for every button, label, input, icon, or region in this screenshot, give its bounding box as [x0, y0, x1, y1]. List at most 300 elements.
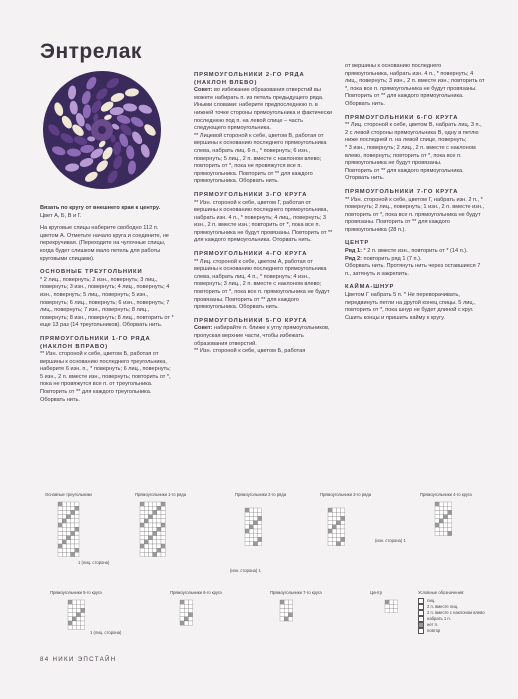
- chart-cell: [188, 617, 192, 621]
- chart-cell: [328, 533, 332, 537]
- chart-cell: [253, 533, 257, 537]
- chart-cell: [249, 512, 253, 516]
- chart-cell: [153, 523, 157, 527]
- chart-cell: [161, 506, 165, 510]
- chart-cell: [153, 548, 157, 552]
- chart-cell: [184, 600, 188, 604]
- chart-cell: [68, 604, 72, 608]
- chart-cell: [140, 527, 144, 531]
- chart-cell: [81, 625, 85, 629]
- chart-cell: [448, 506, 452, 510]
- chart-cell: [439, 510, 443, 514]
- chart-cell: [328, 508, 332, 512]
- chart-cell: [288, 608, 292, 612]
- chart-cell: [341, 542, 345, 546]
- chart-cell: [258, 533, 262, 537]
- chart-cell: [148, 515, 152, 519]
- chart-cell: [180, 617, 184, 621]
- legend-label: повтор: [427, 628, 441, 634]
- chart-cell: [332, 529, 336, 533]
- chart-cell: [72, 608, 76, 612]
- legend-title: Условные обозначения:: [418, 590, 465, 595]
- chart-cell: [161, 531, 165, 535]
- cord-text: Цветом Г набрать 5 п. * Не переворачивать, передвинуть петли на другой конец спицы. 5 лиц., повторить от *, пока шнур не будет длиной с круг. Сшить концы и пришить кайму к кругу.: [345, 292, 476, 321]
- chart-cell: [76, 621, 80, 625]
- chart-cell: [341, 533, 345, 537]
- chart-cell: [75, 502, 79, 506]
- chart-cell: [249, 525, 253, 529]
- chart-cell: [253, 537, 257, 541]
- center-row-1: Ряд 1: * 2 п. вместе изн., повторить от * (14 п.).: [345, 248, 468, 255]
- chart-cell: [328, 537, 332, 541]
- chart-cell: [332, 512, 336, 516]
- chart-cell: [58, 523, 62, 527]
- round-5-cont: от вершины к основанию последнего прямоугольника, набрать изн. 4 п., * повернуть; 4 лиц., повернуть; 3 изн., 2 п. вместе изн.; повторить от *, пока все п. прямоугольника не будут провязаны. Повторить от ** для каждого прямоугольника. Оборвать нить.: [345, 63, 485, 107]
- chart-cell: [253, 521, 257, 525]
- chart-cell: [389, 600, 393, 604]
- chart-cell: [336, 516, 340, 520]
- chart-cell: [140, 523, 144, 527]
- chart-cell: [249, 533, 253, 537]
- chart-cell: [336, 529, 340, 533]
- heading-round-7: ПРЯМОУГОЛЬНИКИ 7-ГО КРУГА: [345, 188, 459, 195]
- chart-cell: [144, 552, 148, 556]
- chart-note-3: (изн. сторона) 1: [375, 538, 406, 543]
- column-3: [345, 63, 485, 322]
- rect-1-text: ** Изн. стороной к себе, цветом Б, работая от вершины к основанию последнего треугольника, наберите 6 изн. п., * повернуть; 6 лиц., повернуть; 5 изн., 2 п. вместе изн., повернуть; повторить от *, пока не провяжутся все п. от треугольника. Повторить от ** для каждого треугольника. Оборвать нить.: [40, 351, 171, 403]
- chart-cell: [148, 506, 152, 510]
- chart-cell: [435, 527, 439, 531]
- chart-cell: [58, 552, 62, 556]
- chart-title-round-7: Прямоугольники 7-го круга: [270, 590, 322, 595]
- chart-cell: [439, 502, 443, 506]
- chart-cell: [144, 536, 148, 540]
- chart-cell: [140, 519, 144, 523]
- chart-cell: [68, 608, 72, 612]
- chart-cell: [249, 508, 253, 512]
- chart-cell: [75, 527, 79, 531]
- chart-cell: [161, 515, 165, 519]
- chart-cell: [71, 523, 75, 527]
- chart-cell: [66, 527, 70, 531]
- chart-cell: [184, 613, 188, 617]
- chart-cell: [336, 537, 340, 541]
- chart-cell: [66, 540, 70, 544]
- chart-cell: [161, 519, 165, 523]
- chart-cell: [62, 531, 66, 535]
- chart-cell: [161, 540, 165, 544]
- chart-cell: [448, 523, 452, 527]
- chart-cell: [188, 621, 192, 625]
- chart-cell: [332, 525, 336, 529]
- chart-cell: [144, 502, 148, 506]
- chart-cell: [62, 544, 66, 548]
- chart-cell: [448, 502, 452, 506]
- round-3-text: ** Изн. стороной к себе, цветом Г, работая от вершины к основанию последнего прямоугольника, набрать изн. 4 п., * повернуть; 4 лиц., повернуть; 3 изн., 2 п. вместе изн.; повторить от *, пока все п. прямоугольника не будут провязаны. Повторить от ** для каждого прямоугольника. Оторвать нить.: [194, 199, 333, 244]
- chart-cell: [75, 544, 79, 548]
- chart-cell: [157, 519, 161, 523]
- round-5-text: ** Изн. стороной к себе, цветом Б, работая: [194, 348, 306, 355]
- chart-cell: [66, 506, 70, 510]
- chart-cell: [284, 600, 288, 604]
- chart-cell: [258, 521, 262, 525]
- chart-cell: [62, 552, 66, 556]
- legend-label: 2 п. вместе лиц.: [427, 604, 459, 610]
- chart-cell: [280, 608, 284, 612]
- chart-cell: [188, 600, 192, 604]
- chart-cell: [184, 604, 188, 608]
- chart-cell: [148, 536, 152, 540]
- chart-cell: [188, 613, 192, 617]
- chart-cell: [188, 608, 192, 612]
- chart-cell: [253, 508, 257, 512]
- chart-cell: [157, 544, 161, 548]
- chart-cell: [58, 536, 62, 540]
- chart-cell: [144, 531, 148, 535]
- chart-cell: [249, 542, 253, 546]
- chart-cell: [76, 613, 80, 617]
- chart-cell: [148, 548, 152, 552]
- chart-cell: [71, 502, 75, 506]
- chart-cell: [66, 548, 70, 552]
- chart-cell: [148, 531, 152, 535]
- chart-cell: [148, 544, 152, 548]
- chart-cell: [157, 531, 161, 535]
- chart-cell: [448, 527, 452, 531]
- chart-cell: [336, 533, 340, 537]
- chart-cell: [161, 544, 165, 548]
- chart-title-rect-2: Прямоугольники 2-го ряда: [235, 492, 287, 497]
- chart-cell: [336, 542, 340, 546]
- chart-cell: [76, 617, 80, 621]
- chart-cell: [75, 531, 79, 535]
- center-row-2: Ряд 2: повторить ряд 1 (7 п.).: [345, 255, 422, 262]
- chart-cell: [258, 508, 262, 512]
- chart-cell: [140, 515, 144, 519]
- chart-cell: [284, 613, 288, 617]
- chart-cell: [288, 600, 292, 604]
- chart-cell: [81, 613, 85, 617]
- chart-cell: [180, 604, 184, 608]
- chart-cell: [140, 510, 144, 514]
- chart-cell: [245, 516, 249, 520]
- chart-cell: [157, 552, 161, 556]
- chart-cell: [161, 523, 165, 527]
- chart-cell: [58, 540, 62, 544]
- chart-cell: [280, 604, 284, 608]
- legend-label: нет п.: [427, 622, 439, 628]
- entrelac-circle-photo: [42, 70, 162, 190]
- chart-cell: [389, 604, 393, 608]
- heading-triangles: ОСНОВНЫЕ ТРЕУГОЛЬНИКИ: [40, 269, 143, 276]
- chart-cell: [443, 506, 447, 510]
- chart-cell: [443, 527, 447, 531]
- chart-cell: [66, 552, 70, 556]
- chart-cell: [439, 519, 443, 523]
- heading-round-5: ПРЯМОУГОЛЬНИКИ 5-ГО КРУГА: [194, 317, 308, 324]
- chart-cell: [245, 521, 249, 525]
- chart-cell: [62, 523, 66, 527]
- chart-cell: [245, 529, 249, 533]
- chart-cell: [148, 519, 152, 523]
- chart-cell: [435, 515, 439, 519]
- chart-note-2: (изн. сторона) 1: [230, 568, 261, 573]
- chart-cell: [75, 548, 79, 552]
- chart-cell: [153, 544, 157, 548]
- chart-cell: [393, 604, 397, 608]
- chart-cell: [144, 523, 148, 527]
- chart-cell: [245, 508, 249, 512]
- chart-cell: [140, 544, 144, 548]
- chart-cell: [140, 552, 144, 556]
- chart-cell: [249, 521, 253, 525]
- chart-cell: [58, 510, 62, 514]
- chart-cell: [153, 502, 157, 506]
- chart-cell: [435, 510, 439, 514]
- chart-cell: [75, 506, 79, 510]
- chart-cell: [443, 523, 447, 527]
- chart-title-triangles: Основные треугольники: [45, 492, 92, 497]
- chart-cell: [62, 506, 66, 510]
- chart-cell: [153, 510, 157, 514]
- chart-cell: [148, 552, 152, 556]
- chart-cell: [188, 604, 192, 608]
- chart-cell: [62, 527, 66, 531]
- chart-cell: [157, 502, 161, 506]
- chart-title-center: Центр: [370, 590, 382, 595]
- chart-cell: [385, 604, 389, 608]
- chart-cell: [81, 621, 85, 625]
- chart-cell: [435, 523, 439, 527]
- chart-cell: [245, 533, 249, 537]
- chart-cell: [144, 519, 148, 523]
- chart-cell: [288, 604, 292, 608]
- chart-cell: [66, 523, 70, 527]
- chart-cell: [58, 502, 62, 506]
- chart-cell: [328, 525, 332, 529]
- heading-round-3: ПРЯМОУГОЛЬНИКИ 3-ГО КРУГА: [194, 191, 308, 198]
- chart-cell: [448, 510, 452, 514]
- chart-cell: [385, 608, 389, 612]
- heading-round-6: ПРЯМОУГОЛЬНИКИ 6-ГО КРУГА: [345, 114, 459, 121]
- chart-cell: [148, 527, 152, 531]
- chart-cell: [68, 613, 72, 617]
- chart-cell: [81, 617, 85, 621]
- chart-cell: [184, 617, 188, 621]
- chart-cell: [184, 608, 188, 612]
- chart-cell: [258, 529, 262, 533]
- chart-title-round-5: Прямоугольники 5-го круга: [50, 590, 102, 595]
- chart-cell: [153, 552, 157, 556]
- chart-cell: [249, 529, 253, 533]
- chart-cell: [140, 531, 144, 535]
- chart-cell: [249, 537, 253, 541]
- chart-cell: [62, 540, 66, 544]
- chart-cell: [184, 621, 188, 625]
- chart-cell: [435, 531, 439, 535]
- chart-cell: [66, 544, 70, 548]
- chart-cell: [153, 527, 157, 531]
- chart-cell: [332, 537, 336, 541]
- chart-cell: [443, 531, 447, 535]
- chart-cell: [58, 519, 62, 523]
- chart-cell: [280, 600, 284, 604]
- chart-cell: [58, 506, 62, 510]
- chart-cell: [336, 521, 340, 525]
- legend-item: [418, 628, 440, 634]
- chart-cell: [258, 512, 262, 516]
- legend-swatch: [418, 628, 424, 634]
- chart-cell: [435, 506, 439, 510]
- chart-title-round-4: Прямоугольники 4-го круга: [420, 492, 472, 497]
- chart-cell: [71, 548, 75, 552]
- chart-cell: [71, 531, 75, 535]
- chart-cell: [66, 502, 70, 506]
- charts-area: [30, 490, 490, 640]
- chart-cell: [144, 515, 148, 519]
- chart-cell: [393, 600, 397, 604]
- chart-cell: [71, 515, 75, 519]
- chart-cell: [443, 515, 447, 519]
- chart-note-1: 1 (лиц. сторона): [78, 560, 110, 565]
- chart-cell: [72, 613, 76, 617]
- chart-title-round-6: Прямоугольники 6-го круга: [170, 590, 222, 595]
- chart-cell: [72, 625, 76, 629]
- round-6-text-b: * 3 изн., повернуть; 2 лиц., 2 п. вместе с наклоном влево, повернуть; повторить от *, пока все п. прямоугольника не будут провязаны.: [345, 144, 476, 167]
- chart-cell: [75, 515, 79, 519]
- chart-cell: [157, 506, 161, 510]
- chart-cell: [71, 510, 75, 514]
- chart-cell: [58, 548, 62, 552]
- chart-cell: [62, 519, 66, 523]
- chart-cell: [332, 508, 336, 512]
- chart-cell: [157, 523, 161, 527]
- chart-cell: [284, 608, 288, 612]
- chart-cell: [332, 516, 336, 520]
- chart-cell: [62, 515, 66, 519]
- round-7-text: ** Изн. стороной к себе, цветом Г, набрать изн. 2 п., * повернуть; 2 лиц., повернуть; 1 изн., 2 п. вместе изн., повторить от *, пока все п. прямоугольника не будут провязаны. Повторить от ** для каждого прямоугольника (28 п.).: [345, 196, 485, 233]
- chart-cell: [62, 510, 66, 514]
- chart-cell: [443, 510, 447, 514]
- center-finish: Оборвать нить. Протянуть нить через оставшиеся 7 п., затянуть и закрепить.: [345, 263, 481, 277]
- chart-cell: [157, 510, 161, 514]
- chart-cell: [81, 600, 85, 604]
- chart-cell: [332, 521, 336, 525]
- page-title: Энтрелак: [40, 40, 142, 63]
- chart-cell: [328, 521, 332, 525]
- chart-cell: [144, 540, 148, 544]
- chart-cell: [253, 516, 257, 520]
- heading-round-4: ПРЯМОУГОЛЬНИКИ 4-ГО КРУГА: [194, 251, 308, 258]
- chart-cell: [144, 510, 148, 514]
- chart-cell: [68, 617, 72, 621]
- chart-cell: [253, 512, 257, 516]
- chart-cell: [245, 537, 249, 541]
- round-4-text: ** Лиц. стороной к себе, цветом А, работая от вершины к основанию последнего прямоугольника слева, набрать лиц. 4 п., * повернуть; 4 изн., повернуть; 3 лиц., 2 п. вместе с наклоном влево; повторить от *, пока все п. прямоугольника не будут провязаны. Повторить от ** для каждого прямоугольника. Оборвать нить.: [194, 258, 330, 311]
- chart-cell: [62, 536, 66, 540]
- chart-cell: [284, 604, 288, 608]
- chart-cell: [253, 525, 257, 529]
- chart-cell: [328, 512, 332, 516]
- chart-cell: [341, 512, 345, 516]
- intro-text: На круговые спицы наберите свободно 112 п. цветом А. Отметьте начало круга и соедините, не перекручивая. (Переходите на чулочные спицы, когда будет слишком мало петель для работы круговыми спицами).: [40, 225, 169, 262]
- chart-cell: [245, 525, 249, 529]
- chart-cell: [336, 508, 340, 512]
- chart-cell: [288, 617, 292, 621]
- chart-cell: [153, 536, 157, 540]
- chart-cell: [144, 548, 148, 552]
- chart-cell: [140, 548, 144, 552]
- heading-center: ЦЕНТР: [345, 240, 370, 247]
- chart-cell: [153, 519, 157, 523]
- chart-cell: [245, 542, 249, 546]
- chart-cell: [448, 531, 452, 535]
- chart-cell: [439, 523, 443, 527]
- page-footer: 84 НИКИ ЭПСТАЙН: [40, 656, 117, 663]
- chart-cell: [161, 527, 165, 531]
- chart-cell: [62, 502, 66, 506]
- chart-cell: [448, 515, 452, 519]
- tip-1: Совет: во избежание образования отверстий вы можете набирать п. из петель предыдущего ряда. Иными словами: наберите предпоследнюю п. в нижней точке стороны прямоугольника и фактически последнюю под п. на левой спице – часть следующего прямоугольника.: [194, 87, 333, 132]
- chart-cell: [439, 531, 443, 535]
- chart-cell: [75, 552, 79, 556]
- chart-cell: [258, 537, 262, 541]
- chart-cell: [148, 502, 152, 506]
- chart-cell: [258, 516, 262, 520]
- chart-cell: [81, 608, 85, 612]
- chart-cell: [66, 519, 70, 523]
- chart-cell: [68, 621, 72, 625]
- chart-cell: [332, 542, 336, 546]
- chart-cell: [180, 600, 184, 604]
- chart-cell: [341, 525, 345, 529]
- heading-rect-2: ПРЯМОУГОЛЬНИКИ 2-ГО РЯДА (НАКЛОН ВЛЕВО): [194, 72, 305, 86]
- chart-cell: [75, 523, 79, 527]
- legend-label: лиц.: [427, 598, 436, 604]
- chart-cell: [161, 536, 165, 540]
- heading-cord: КАЙМА-ШНУР: [345, 284, 395, 291]
- chart-cell: [258, 525, 262, 529]
- column-2: [194, 72, 334, 356]
- chart-cell: [439, 506, 443, 510]
- chart-cell: [284, 617, 288, 621]
- chart-note-4: 1 (лиц. сторона): [90, 630, 122, 635]
- chart-cell: [71, 544, 75, 548]
- chart-cell: [341, 529, 345, 533]
- chart-cell: [161, 552, 165, 556]
- chart-cell: [153, 540, 157, 544]
- chart-cell: [148, 523, 152, 527]
- chart-cell: [157, 540, 161, 544]
- chart-cell: [157, 527, 161, 531]
- chart-cell: [76, 600, 80, 604]
- chart-cell: [76, 625, 80, 629]
- chart-cell: [161, 510, 165, 514]
- chart-cell: [249, 516, 253, 520]
- chart-cell: [280, 617, 284, 621]
- chart-title-rect-1: Прямоугольники 1-го ряда: [135, 492, 187, 497]
- chart-cell: [58, 544, 62, 548]
- photo-caption: Вязать по кругу от внешнего края к центру.: [40, 205, 161, 211]
- chart-cell: [148, 540, 152, 544]
- legend-label: набрать 1 п.: [427, 616, 451, 622]
- chart-cell: [288, 613, 292, 617]
- chart-cell: [161, 502, 165, 506]
- chart-cell: [157, 515, 161, 519]
- chart-cell: [157, 536, 161, 540]
- chart-cell: [385, 600, 389, 604]
- chart-cell: [157, 548, 161, 552]
